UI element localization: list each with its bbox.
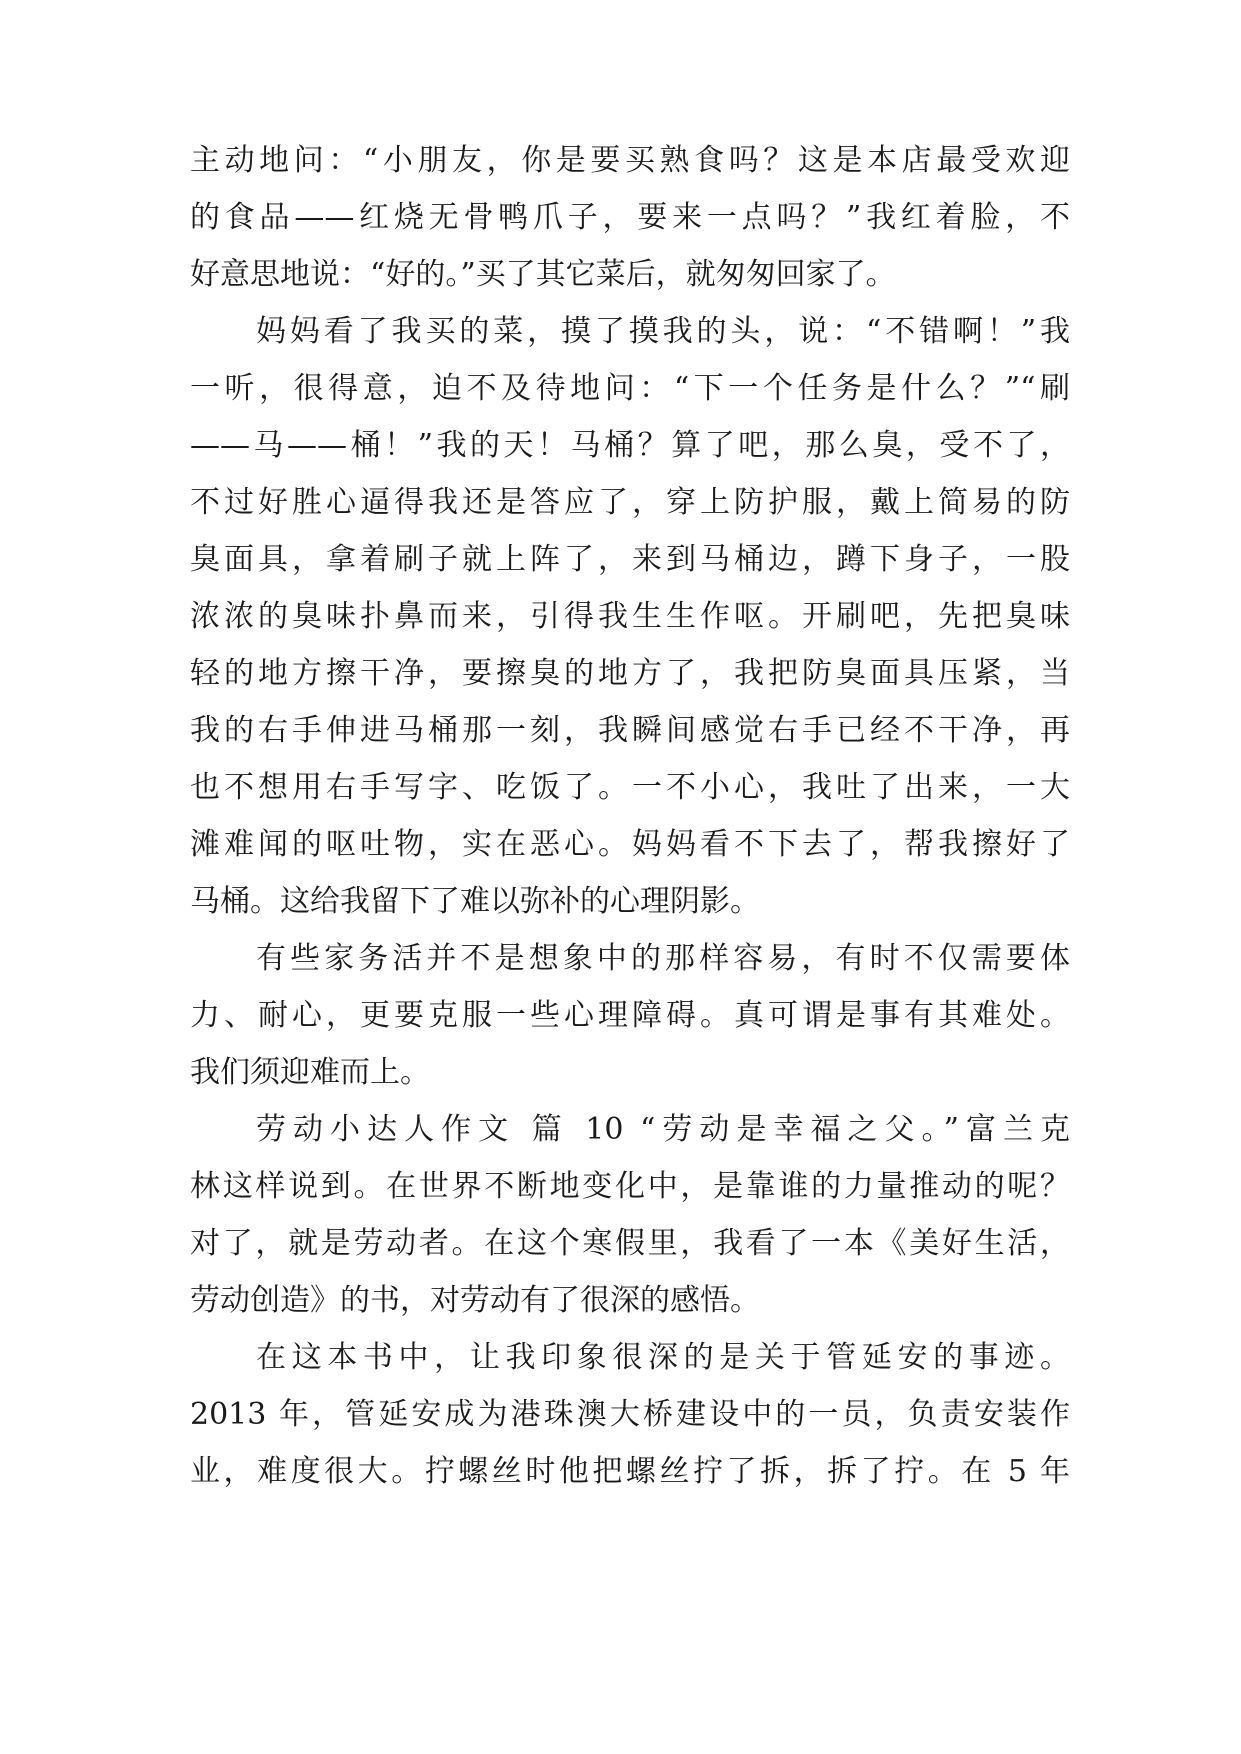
text-line: 2013 年，管延安成为港珠澳大桥建设中的一员，负责安装作 (190, 1397, 1070, 1432)
text-line: 业，难度很大。拧螺丝时他把螺丝拧了拆，拆了拧。在 5 年 (190, 1454, 1070, 1489)
text-line: 我的右手伸进马桶那一刻，我瞬间感觉右手已经不干净，再 (190, 713, 1070, 748)
text-line: 也不想用右手写字、吃饭了。一不小心，我吐了出来，一大 (190, 770, 1070, 805)
text-line: 臭面具，拿着刷子就上阵了，来到马桶边，蹲下身子，一股 (190, 542, 1070, 577)
paragraph-first-line: 妈妈看了我买的菜，摸了摸我的头，说：“不错啊！”我 (256, 314, 1070, 349)
text-line: 不过好胜心逼得我还是答应了，穿上防护服，戴上简易的防 (190, 485, 1070, 520)
text-line: 我们须迎难而上。 (190, 1055, 430, 1090)
text-line: 滩难闻的呕吐物，实在恶心。妈妈看不下去了，帮我擦好了 (190, 827, 1070, 862)
text-line: 对了，就是劳动者。在这个寒假里，我看了一本《美好生活， (190, 1226, 1070, 1261)
text-line: 好意思地说：“好的。”买了其它菜后，就匆匆回家了。 (190, 257, 896, 292)
paragraph-first-line: 有些家务活并不是想象中的那样容易，有时不仅需要体 (256, 941, 1070, 976)
text-line: 林这样说到。在世界不断地变化中，是靠谁的力量推动的呢？ (190, 1169, 1070, 1204)
text-line: 浓浓的臭味扑鼻而来，引得我生生作呕。开刷吧，先把臭味 (190, 599, 1070, 634)
text-line: 主动地问：“小朋友，你是要买熟食吗？这是本店最受欢迎 (190, 143, 1070, 178)
text-line: 劳动创造》的书，对劳动有了很深的感悟。 (190, 1283, 760, 1318)
text-line: 轻的地方擦干净，要擦臭的地方了，我把防臭面具压紧，当 (190, 656, 1070, 691)
text-line: 马桶。这给我留下了难以弥补的心理阴影。 (190, 884, 760, 919)
text-line: 一听，很得意，迫不及待地问：“下一个任务是什么？”“刷 (190, 371, 1070, 406)
section-heading-line: 劳动小达人作文 篇 10 “劳动是幸福之父。”富兰克 (256, 1112, 1070, 1147)
text-line: 力、耐心，更要克服一些心理障碍。真可谓是事有其难处。 (190, 998, 1070, 1033)
text-line: 的食品——红烧无骨鸭爪子，要来一点吗？”我红着脸，不 (190, 200, 1070, 235)
text-line: ——马——桶！”我的天！马桶？算了吧，那么臭，受不了， (190, 428, 1070, 463)
paragraph-first-line: 在这本书中，让我印象很深的是关于管延安的事迹。 (256, 1340, 1070, 1375)
